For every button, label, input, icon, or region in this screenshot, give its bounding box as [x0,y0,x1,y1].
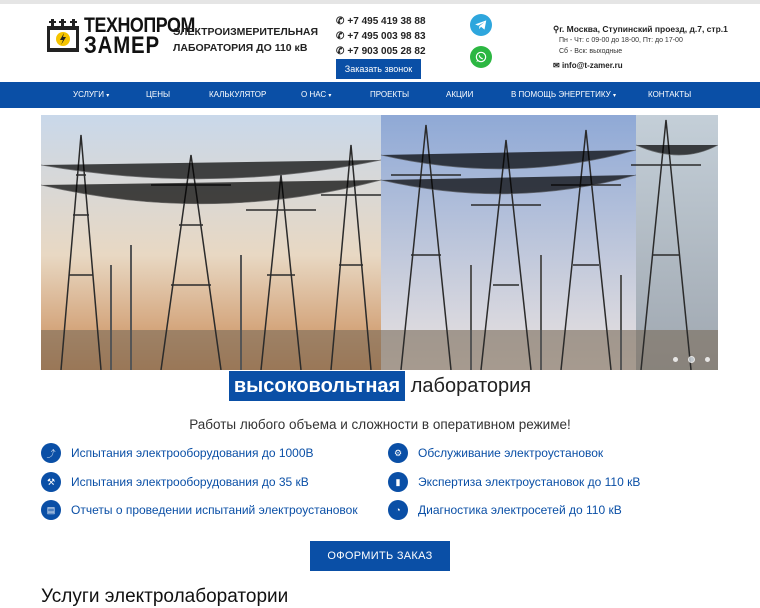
service-label: Обслуживание электроустановок [418,446,604,460]
brand-line2: ЗАМЕР [84,32,160,59]
slider-dots [673,357,710,362]
nav-label: В ПОМОЩЬ ЭНЕРГЕТИКУ [511,90,611,99]
slider-dot[interactable] [673,357,678,362]
bars-icon: ▮ [388,472,408,492]
tagline [173,24,323,56]
service-link[interactable] [388,472,640,492]
site-header [0,4,760,82]
brand-line1: ТЕХНОПРОМ [84,14,195,37]
chart-icon: ⤴ [41,443,61,463]
nav-item-projects[interactable]: ПРОЕКТЫ [370,90,410,99]
nav-item-promotions[interactable]: АКЦИИ [446,90,474,99]
gauge-icon: ◔ [388,500,408,520]
service-label: Диагностика электросетей до 110 кВ [418,503,622,517]
gear-icon: ⚙ [388,443,408,463]
service-link[interactable] [388,500,622,520]
logo-emblem-icon [46,16,80,56]
slider-dot[interactable] [705,357,710,362]
hero-substation-image [41,115,718,370]
phone-list [336,14,426,59]
phone-item[interactable] [336,29,426,44]
service-link[interactable] [41,500,358,520]
nav-item-about[interactable] [301,90,331,99]
section-title: Услуги электролаборатории [41,586,289,607]
hero-slider[interactable] [41,115,718,370]
service-label: Испытания электрооборудования до 35 кВ [71,475,309,489]
nav-item-prices[interactable]: ЦЕНЫ [146,90,171,99]
service-link[interactable] [41,472,309,492]
nav-item-calculator[interactable]: КАЛЬКУЛЯТОР [209,90,267,99]
phone-icon: ✆ [336,16,345,27]
caret-down-icon: ▾ [612,93,616,99]
address-text: г. Москва, Ступинский проезд, д.7, стр.1 [559,24,728,34]
nav-item-services[interactable] [73,90,109,99]
whatsapp-icon[interactable] [470,46,492,68]
tagline-line2: ЛАБОРАТОРИЯ ДО 110 кВ [173,42,308,54]
page-headline [0,375,760,398]
contact-info [553,24,728,71]
main-nav [0,82,760,108]
service-label: Отчеты о проведении испытаний электроустановок [71,503,358,517]
email-text: info@t-zamer.ru [561,61,623,70]
service-label: Испытания электрооборудования до 1000В [71,446,314,460]
hours-weekend: Сб - Вск: выходные [559,48,623,55]
page-subtitle: Работы любого объема и сложности в оперативном режиме! [189,417,571,432]
nav-label: УСЛУГИ [73,90,105,99]
phone-icon: ✆ [336,31,345,42]
headline-rest: лаборатория [410,375,532,397]
phone-item[interactable] [336,44,426,59]
service-link[interactable] [388,443,603,463]
callback-button[interactable]: Заказать звонок [336,59,421,79]
tagline-line1: ЭЛЕКТРОИЗМЕРИТЕЛЬНАЯ [173,26,319,38]
wrench-icon: ⚒ [41,472,61,492]
location-pin-icon: ⚲ [553,24,560,34]
service-link[interactable] [41,443,314,463]
docs-icon: ▤ [41,500,61,520]
phone-number: +7 495 419 38 88 [347,16,426,27]
order-button[interactable]: ОФОРМИТЬ ЗАКАЗ [310,541,450,571]
caret-down-icon: ▾ [106,93,110,99]
service-label: Экспертиза электроустановок до 110 кВ [418,475,641,489]
phone-item[interactable] [336,14,426,29]
email-link[interactable] [553,60,728,71]
phone-number: +7 903 005 28 82 [347,46,426,57]
nav-item-contacts[interactable]: КОНТАКТЫ [648,90,692,99]
hours-weekdays: Пн - Чт: с 09-00 до 18-00, Пт: до 17-00 [559,37,683,44]
slider-dot-active[interactable] [689,357,694,362]
telegram-icon[interactable] [470,14,492,36]
headline-highlight: высоковольтная [229,371,405,401]
nav-label: О НАС [301,90,327,99]
phone-number: +7 495 003 98 83 [347,31,426,42]
phone-icon: ✆ [336,46,345,57]
caret-down-icon: ▾ [328,93,332,99]
envelope-icon: ✉ [553,61,560,70]
nav-item-help[interactable] [511,90,616,99]
